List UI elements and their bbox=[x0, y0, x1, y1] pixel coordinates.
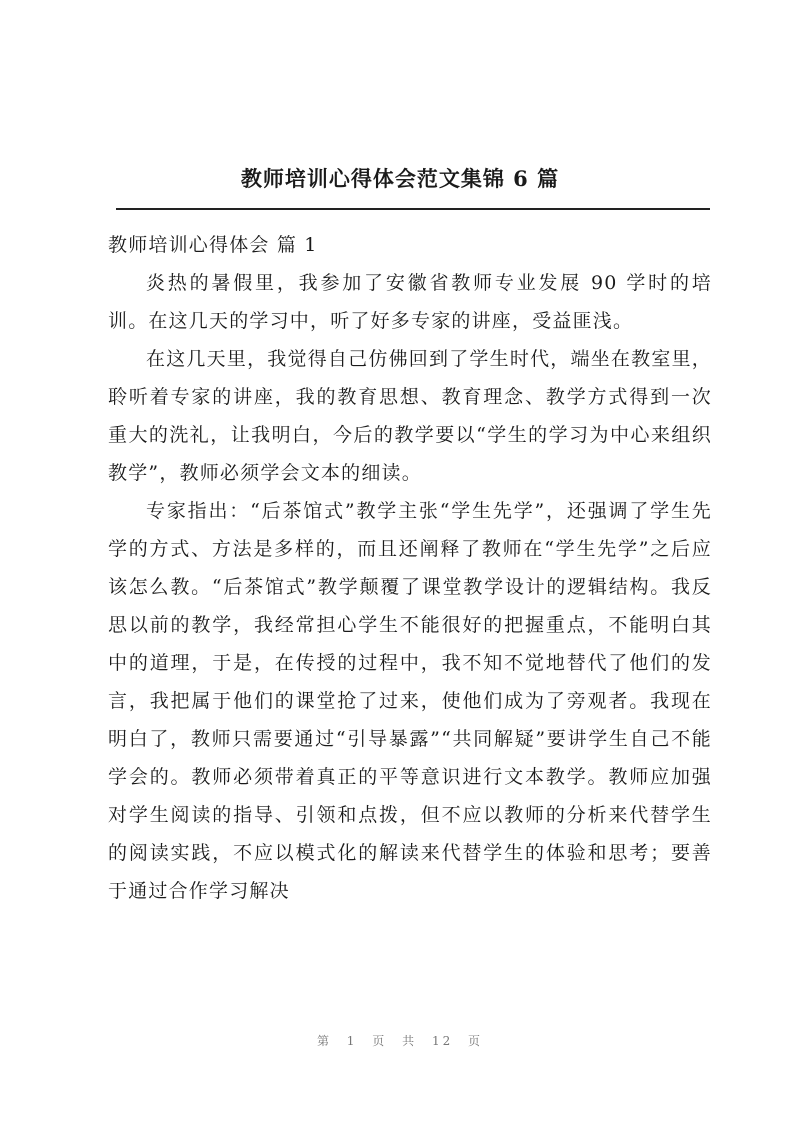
paragraph-2: 在这几天里，我觉得自己仿佛回到了学生时代，端坐在教室里，聆听着专家的讲座，我的教育思想、教育理念、教学方式得到一次重大的洗礼，让我明白，今后的教学要以“学生的学习为中心来组织教学”，教师必须学会文本的细读。 bbox=[108, 348, 712, 484]
footer-page-number: 1 bbox=[346, 1034, 358, 1048]
paragraph-1: 炎热的暑假里，我参加了安徽省教师专业发展 90 学时的培训。在这几天的学习中，听了好多专家的讲座，受益匪浅。 bbox=[108, 272, 712, 332]
title-divider bbox=[116, 208, 710, 210]
footer-total-pages: 12 bbox=[431, 1034, 454, 1048]
document-title: 教师培训心得体会范文集锦 6 篇 bbox=[240, 166, 560, 191]
footer-page-label: 第 bbox=[316, 1034, 332, 1048]
document-body bbox=[108, 226, 712, 910]
paragraph-3: 专家指出：“后茶馆式”教学主张“学生先学”，还强调了学生先学的方式、方法是多样的，而且还阐释了教师在“学生先学”之后应该怎么教。“后茶馆式”教学颠覆了课堂教学设计的逻辑结构。我反思以前的教学，我经常担心学生不能很好的把握重点，不能明白其中的道理，于是，在传授的过程中，我不知不觉地替代了他们的发言，我把属于他们的课堂抢了过来，使他们成为了旁观者。我现在明白了，教师只需要通过“引导暴露”“共同解疑”要讲学生自己不能学会的。教师必须带着真正的平等意识进行文本教学。教师应加强对学生阅读的指导、引领和点拨，但不应以教师的分析来代替学生的阅读实践，不应以模式化的解读来代替学生的体验和思考；要善于通过合作学习解决 bbox=[108, 500, 712, 902]
page-footer bbox=[0, 1032, 800, 1049]
footer-page-unit: 页 bbox=[372, 1034, 388, 1048]
footer-total-label: 共 bbox=[402, 1034, 418, 1048]
section-heading: 教师培训心得体会 篇 1 bbox=[108, 234, 318, 256]
footer-total-unit: 页 bbox=[468, 1034, 484, 1048]
